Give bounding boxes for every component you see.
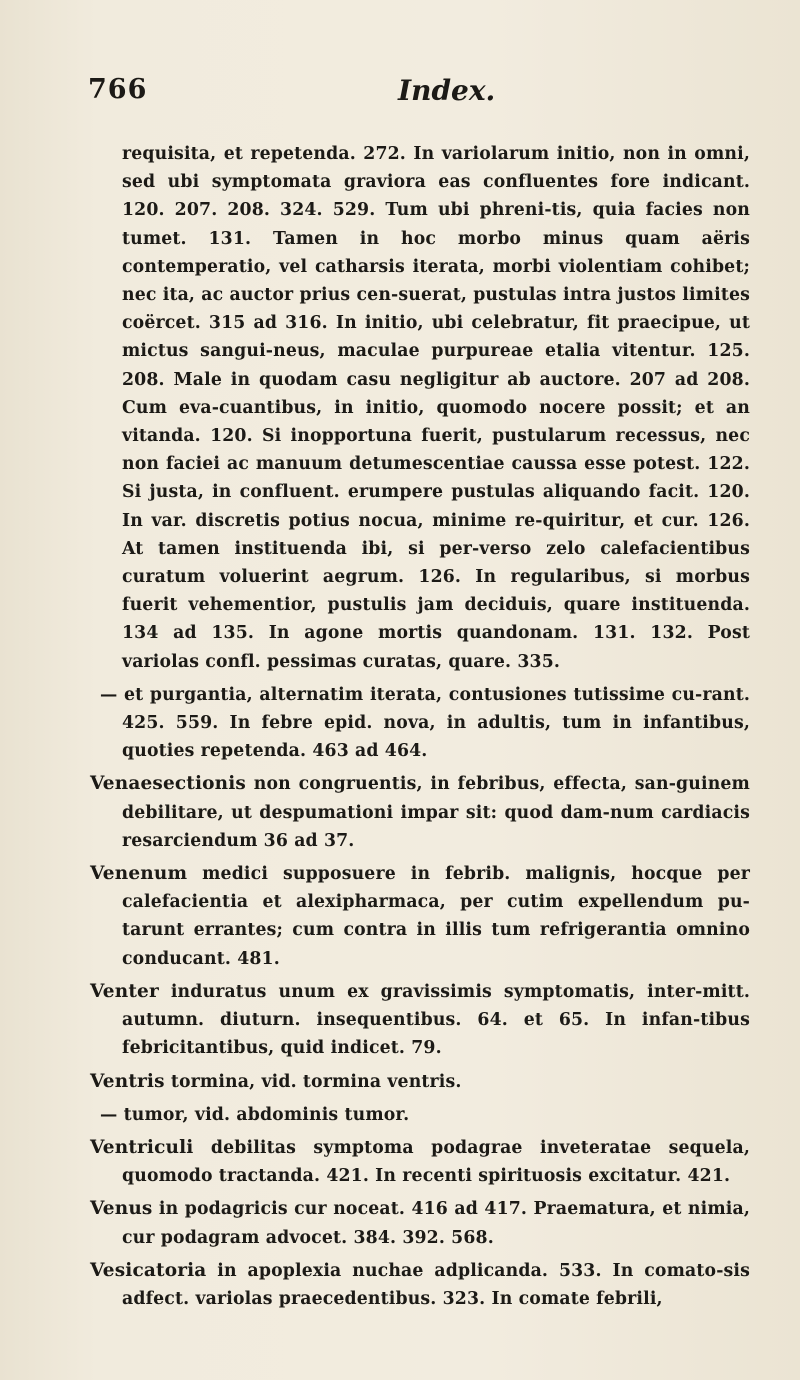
page-number: 766 bbox=[88, 74, 148, 105]
entry-text: induratus unum ex gravissimis symptomatis, inter-mitt. autumn. diuturn. insequentibus. 64. et 65. In infan-tibus febricitantibus, quid indicet. 79. bbox=[122, 981, 750, 1059]
index-subentry bbox=[90, 1101, 750, 1129]
entry-text: — et purgantia, alternatim iterata, contusiones tutissime cu-rant. 425. 559. In febre epid. nova, in adultis, tum in infantibus, quoties repetenda. 463 ad 464. bbox=[100, 684, 750, 762]
entry-text: tormina, vid. tormina ventris. bbox=[164, 1071, 462, 1092]
index-subentry bbox=[90, 681, 750, 766]
entry-text: medici supposuere in febrib. malignis, hocque per calefacientia et alexipharmaca, per cutim expellendum pu-tarunt errantes; cum contra in illis tum refrigerantia omnino conducant. 481. bbox=[122, 864, 750, 969]
entry-headword: Ventris bbox=[90, 1070, 165, 1092]
entry-text: — tumor, vid. abdominis tumor. bbox=[100, 1104, 410, 1125]
page-header bbox=[80, 74, 720, 114]
index-text bbox=[90, 140, 750, 1318]
index-entry bbox=[90, 978, 750, 1063]
index-entry bbox=[90, 1134, 750, 1190]
entry-text: non congruentis, in febribus, effecta, san-guinem debilitare, ut despumationi impar sit: quod dam-num cardiacis resarciendum 36 ad 37. bbox=[122, 774, 750, 851]
entry-headword: Venus bbox=[90, 1198, 153, 1220]
entry-text: requisita, et repetenda. 272. In variolarum initio, non in omni, sed ubi symptomata graviora eas confluentes fore indicant. 120. 207. 208. 324. 529. Tum ubi phreni-tis, quia facies non tumet. 131. Tamen in hoc morbo minus quam aëris contemperatio, vel catharsis iterata, morbi violentiam cohibet; nec ita, ac auctor prius cen-suerat, pustulas intra justos limites coërcet. 315 ad 316. In initio, ubi celebratur, fit praecipue, ut mictus sangui-neus, maculae purpureae etalia vitentur. 125. 208. Male in quodam casu negligitur ab auctore. 207 ad 208. Cum eva-cuantibus, in initio, quomodo nocere possit; et an vitanda. 120. Si inopportuna fuerit, pustularum recessus, nec non faciei ac manuum detumescentiae caussa esse potest. 122. Si justa, in confluent. erumpere pustulas aliquando facit. 120. In var. discretis potius nocua, minime re-quiritur, et cur. 126. At tamen instituenda ibi, si per-verso zelo calefacientibus curatum voluerint aegrum. 126. In regularibus, si morbus fuerit vehementior, pustulis jam deciduis, quare instituenda. 134 ad 135. In agone mortis quandonam. 131. 132. Post variolas confl. pessimas curatas, quare. 335. bbox=[122, 144, 750, 672]
entry-text: in podagricis cur noceat. 416 ad 417. Praematura, et nimia, cur podagram advocet. 384. 392. 568. bbox=[122, 1199, 750, 1248]
index-entry bbox=[90, 770, 750, 855]
index-entry bbox=[90, 1195, 750, 1251]
entry-text: debilitas symptoma podagrae inveteratae sequela, quomodo tractanda. 421. In recenti spirituosis excitatur. 421. bbox=[122, 1137, 750, 1187]
index-entry bbox=[90, 1257, 750, 1313]
entry-headword: Venaesectionis bbox=[90, 773, 246, 795]
entry-headword: Vesicatoria bbox=[90, 1259, 207, 1281]
running-title: Index. bbox=[398, 74, 496, 107]
index-entry-continuation bbox=[90, 140, 750, 676]
entry-text: in apoplexia nuchae adplicanda. 533. In comato-sis adfect. variolas praecedentibus. 323. In comate febrili, bbox=[122, 1260, 750, 1309]
index-entry bbox=[90, 860, 750, 973]
entry-headword: Venter bbox=[90, 980, 159, 1002]
index-entry bbox=[90, 1068, 750, 1096]
entry-headword: Venenum bbox=[90, 863, 188, 885]
entry-headword: Ventriculi bbox=[90, 1136, 194, 1158]
